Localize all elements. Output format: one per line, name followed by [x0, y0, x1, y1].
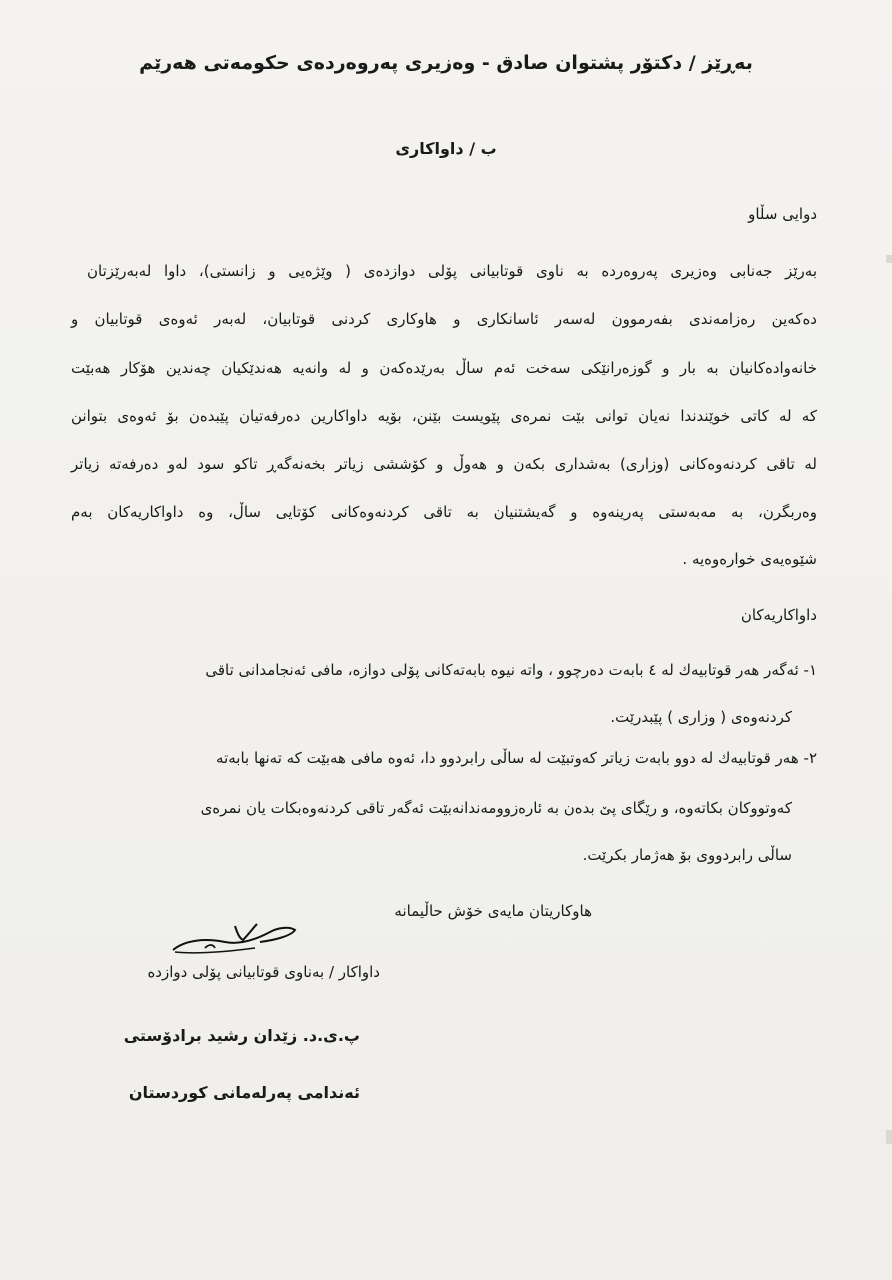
- request-item-2-cont: ساڵی رابردووی بۆ هەژمار بکرێت.: [582, 846, 792, 864]
- requests-title: داواکاریەکان: [740, 606, 817, 624]
- signatory-title: ئەندامی پەرلەمانی کوردستان: [128, 1083, 360, 1102]
- request-item-2: ٢- هەر قوتابیەك لە دوو بابەت زیاتر کەوتبێت لە ساڵی رابردوو دا، ئەوە مافی هەبێت کە تەنها بابەتە: [216, 749, 817, 767]
- request-item-2-cont: کەوتووکان بکاتەوە، و رێگای پێ بدەن بە ئارەزوومەندانەبێت ئەگەر تاقی کردنەوەبکات یان نمرەی: [200, 799, 792, 817]
- body-line: دەکەین رەزامەندی بفەرموون لەسەر ئاسانکاری و هاوکاری کردنی قوتابیان، لەبەر ئەوەی قوتابیان و: [71, 310, 817, 328]
- handwritten-signature: [165, 920, 305, 960]
- request-item-1: ١- ئەگەر هەر قوتابیەك لە ٤ بابەت دەرچوو ، واتە نیوە بابەتەکانی پۆلی دوازە، مافی ئەنجامدانی تاقی: [205, 661, 817, 679]
- letter-subject: ب / داواکاری: [395, 139, 497, 158]
- letter-heading: بەڕێز / دکتۆر پشتوان صادق - وەزیری پەروەردەی حکومەتی هەرێم: [139, 52, 753, 74]
- scan-edge-mark: [886, 255, 892, 263]
- body-line: شێوەیەی خوارەوەیە .: [682, 550, 817, 568]
- body-line: بەرێز جەنابی وەزیری پەروەردە بە ناوی قوتابیانی پۆلی دوازدەی ( وێژەیی و زانستی)، داوا لەبەرێزتان: [87, 262, 817, 280]
- request-item-1-cont: کردنەوەی ( وزاری ) پێبدرێت.: [610, 708, 792, 726]
- body-line: کە لە کاتی خوێندندا نەیان توانی بێت نمرەی پێویست بێنن، بۆیە داواکارین دەرفەتیان پێبدەن بۆ ئەوەی بتوانن: [71, 407, 817, 425]
- body-line: وەربگرن، بە مەبەستی پەرینەوە و گەیشتنیان بە تاقی کردنەوەکانی کۆتایی ساڵ، وە داواکاریەکان بەم: [71, 503, 817, 521]
- scan-edge-mark: [886, 1130, 892, 1144]
- body-line: لە تاقی کردنەوەکانی (وزاری) بەشداری بکەن و هەوڵ و کۆششی زیاتر بخەنەگەڕ تاکو سود لەو دەرفەتە زیاتر: [71, 455, 817, 473]
- closing-line: هاوکاریتان مایەی خۆش حاڵیمانە: [394, 902, 592, 920]
- signatory-name: پ.ی.د. زێدان رشید برادۆستی: [123, 1026, 360, 1045]
- signature-label: داواکار / بەناوی قوتابیانی پۆلی دوازدە: [147, 963, 380, 981]
- greeting: دوایی سڵاو: [748, 205, 817, 223]
- body-line: خانەوادەکانیان بە بار و گوزەرانێکی سەخت ئەم ساڵ بەرێدەکەن و لە وانەیە هەندێکیان چەندین هۆکار هەبێت: [71, 359, 817, 377]
